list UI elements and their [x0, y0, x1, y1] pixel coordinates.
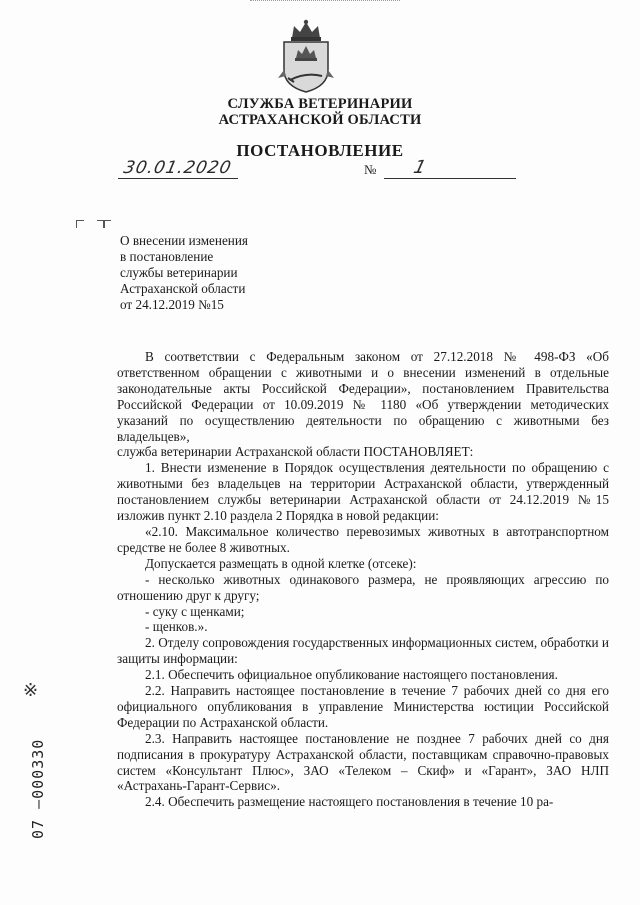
document-body	[117, 349, 609, 810]
side-star-mark: ※	[23, 680, 39, 701]
body-paragraph-item-2-3: 2.3. Направить настоящее постановление не позднее 7 рабочих дней со дня подписания в прокуратуру Астраханской области, поставщикам справочно-правовых систем «Консультант Плюс», ЗАО «Телеком – Скиф» и «Гарант», ЗАО НЛП «Астрахань-Гарант-Сервис».	[117, 730, 609, 794]
body-paragraph-list-item: - несколько животных одинакового размера, не проявляющих агрессию по отношению друг к другу;	[117, 571, 609, 603]
body-paragraph-item-2-1: 2.1. Обеспечить официальное опубликование настоящего постановления.	[145, 667, 558, 683]
registration-stamp	[22, 718, 47, 839]
body-paragraph-allowed: Допускается размещать в одной клетке (отсеке):	[145, 555, 417, 571]
number-field	[384, 157, 516, 179]
document-type-title: ПОСТАНОВЛЕНИЕ	[236, 141, 404, 160]
body-paragraph-preamble: В соответствии с Федеральным законом от 27.12.2018 № 498-ФЗ «Об ответственном обращении с животными и о внесении изменений в отдельные законодательные акты Российской Федерации», постановлением Правительства Российской Федерации от 10.09.2019 № 1180 «Об утверждении методических указаний по осуществлению деятельности по обращению с животными без владельцев»,	[117, 349, 609, 444]
subject-line: от 24.12.2019 №15	[120, 297, 224, 312]
date-field	[118, 160, 238, 179]
number-label: №	[364, 162, 377, 177]
body-paragraph-item-2: 2. Отделу сопровождения государственных информационных систем, обработки и защиты информации:	[117, 635, 609, 667]
body-paragraph-quote-2-10: «2.10. Максимальное количество перевозимых животных в автотранспортном средстве не более 8 животных.	[117, 523, 609, 555]
organization-name-line1: СЛУЖБА ВЕТЕРИНАРИИ	[227, 96, 413, 112]
organization-name-line2: АСТРАХАНСКОЙ ОБЛАСТИ	[218, 112, 422, 128]
coat-of-arms-emblem	[272, 18, 340, 96]
body-paragraph-list-item: - суку с щенками;	[145, 603, 245, 619]
subject-line: службы ветеринарии	[120, 265, 238, 280]
handwritten-number: 1	[411, 157, 429, 178]
handwritten-date: 30.01.2020	[121, 158, 234, 178]
subject-corner-mark-right	[103, 220, 111, 228]
subject-corner-mark-left	[76, 220, 84, 228]
scan-edge-mark	[250, 0, 400, 3]
subject-line: Астраханской области	[120, 281, 246, 296]
registration-number: 07 –000330	[29, 738, 47, 839]
body-paragraph-item-2-4: 2.4. Обеспечить размещение настоящего постановления в течение 10 ра-	[145, 794, 554, 810]
subject-line: О внесении изменения	[120, 233, 248, 248]
subject-line: в постановление	[120, 249, 214, 264]
body-paragraph-item-2-2: 2.2. Направить настоящее постановление в течение 7 рабочих дней со дня его официального опубликования в управление Министерства юстиции Российской Федерации по Астраханской области.	[117, 683, 609, 730]
body-paragraph-list-item: - щенков.».	[145, 619, 208, 635]
document-subject	[120, 233, 248, 313]
body-paragraph-resolves: служба ветеринарии Астраханской области ПОСТАНОВЛЯЕТ:	[117, 444, 474, 460]
body-paragraph-item-1: 1. Внести изменение в Порядок осуществления деятельности по обращению с животными без владельцев на территории Астраханской области, утвержденный постановлением службы ветеринарии Астраханской области от 24.12.2019 №15 изложив пункт 2.10 раздела 2 Порядка в новой редакции:	[117, 460, 609, 524]
